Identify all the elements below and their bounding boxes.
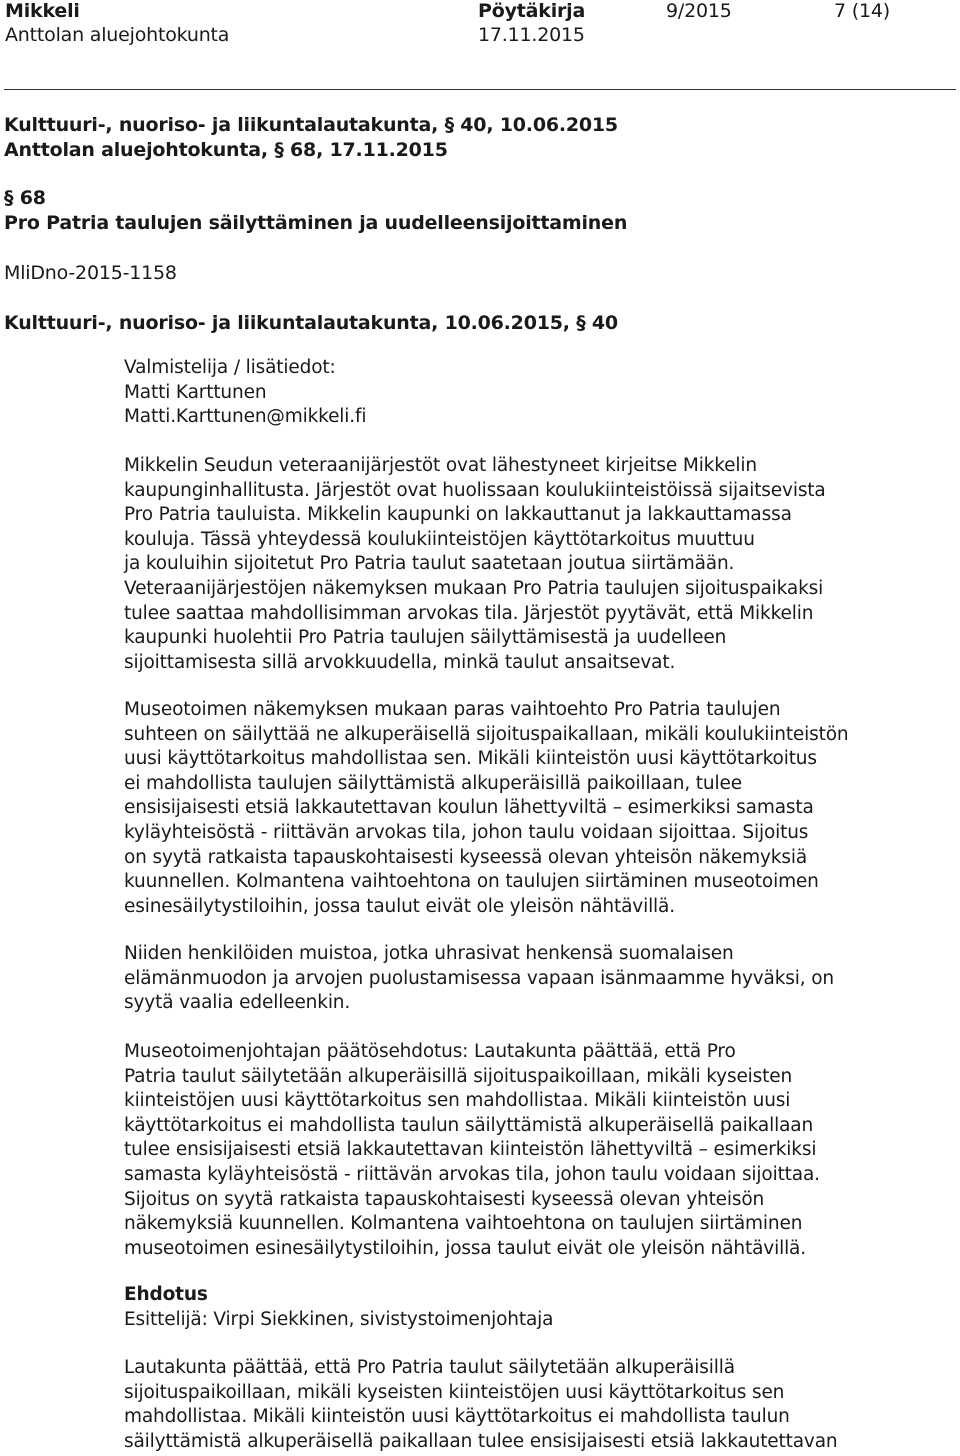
text-line: on syytä ratkaista tapauskohtaisesti kyseessä olevan yhteisön näkemyksiä — [124, 846, 808, 868]
text-line: kaupunki huolehtii Pro Patria taulujen säilyttämisestä ja uudelleen — [124, 627, 727, 649]
header-page-number: 7 (14) — [834, 0, 890, 22]
text-line: säilyttämistä alkuperäisellä paikallaan tulee ensisijaisesti etsiä lakkautettavan — [124, 1430, 838, 1452]
section-number: § 68 — [4, 187, 46, 209]
text-line: esinesäilytystiloihin, jossa taulut eivät ole yleisön nähtävillä. — [124, 895, 675, 917]
text-line: kiinteistöjen uusi käyttötarkoitus sen mahdollistaa. Mikäli kiinteistön uusi — [124, 1090, 791, 1112]
text-line: tulee ensisijaisesti etsiä lakkautettavan kiinteistön lähettyviltä – esimerkiksi — [124, 1139, 817, 1161]
text-line: Museotoimen näkemyksen mukaan paras vaihtoehto Pro Patria taulujen — [124, 699, 781, 720]
header-document-number: 9/2015 — [666, 0, 732, 22]
text-line: suhteen on säilyttää ne alkuperäisellä sijoituspaikallaan, mikäli koulukiinteistön — [124, 723, 849, 745]
header-document-type: Pöytäkirja — [478, 0, 586, 22]
text-line: Pro Patria tauluista. Mikkelin kaupunki on lakkauttanut ja lakkauttamassa — [124, 504, 792, 526]
header-divider — [4, 89, 956, 90]
text-line: kuunnellen. Kolmantena vaihtoehtona on taulujen siirtäminen museotoimen — [124, 871, 819, 893]
text-line: Patria taulut säilytetään alkuperäisillä sijoituspaikoillaan, mikäli kyseisten — [124, 1065, 793, 1087]
text-line: ensisijaisesti etsiä lakkautettavan koulun lähettyviltä – esimerkiksi samasta — [124, 797, 814, 819]
paragraph — [124, 698, 924, 919]
preparer-name: Matti Karttunen — [124, 381, 267, 403]
text-line: Museotoimenjohtajan päätösehdotus: Lautakunta päättää, että Pro — [124, 1041, 736, 1062]
text-line: kyläyhteisöstä - riittävän arvokas tila, johon taulu voidaan sijoittaa. Sijoitus — [124, 821, 809, 843]
text-line: ja kouluihin sijoitetut Pro Patria taulut saatetaan joutua siirtämään. — [124, 553, 735, 575]
meeting-heading: Kulttuuri-, nuoriso- ja liikuntalautakunta, 10.06.2015, § 40 — [4, 312, 618, 334]
text-line: samasta kyläyhteisöstä - riittävän arvokas tila, johon taulu voidaan sijoittaa. — [124, 1163, 820, 1185]
text-line: sijoituspaikoillaan, mikäli kyseisten kiinteistöjen uusi käyttötarkoitus sen — [124, 1381, 785, 1403]
text-line: Niiden henkilöiden muistoa, jotka uhrasivat henkensä suomalaisen — [124, 943, 734, 964]
text-line: käyttötarkoitus ei mahdollista taulun säilyttämistä alkuperäisellä paikallaan — [124, 1114, 814, 1136]
paragraph — [124, 1040, 924, 1261]
text-line: uusi käyttötarkoitus mahdollistaa sen. Mikäli kiinteistön uusi käyttötarkoitus — [124, 748, 817, 770]
text-line: museotoimen esinesäilytystiloihin, jossa taulut eivät ole yleisön nähtävillä. — [124, 1237, 806, 1259]
diary-number: MliDno-2015-1158 — [4, 262, 177, 284]
section-title: Pro Patria taulujen säilyttäminen ja uudelleensijoittaminen — [4, 212, 628, 234]
text-line: Veteraanijärjestöjen näkemyksen mukaan Pro Patria taulujen sijoituspaikaksi — [124, 577, 824, 599]
paragraph — [124, 942, 924, 1016]
preparer-label: Valmistelija / lisätiedot: — [124, 357, 336, 378]
header-unit: Anttolan aluejohtokunta — [5, 24, 230, 46]
text-line: tulee saattaa mahdollisimman arvokas tila. Järjestöt pyytävät, että Mikkelin — [124, 602, 814, 624]
text-line: syytä vaalia edelleenkin. — [124, 992, 351, 1014]
text-line: kaupunginhallitusta. Järjestöt ovat huolissaan koulukiinteistöissä sijaitsevista — [124, 479, 826, 501]
paragraph — [124, 1356, 924, 1454]
text-line: Mikkelin Seudun veteraanijärjestöt ovat lähestyneet kirjeitse Mikkelin — [124, 455, 757, 476]
preparer-block — [124, 356, 924, 430]
text-line: kouluja. Tässä yhteydessä koulukiinteistöjen käyttötarkoitus muuttuu — [124, 528, 755, 550]
reference-line: Anttolan aluejohtokunta, § 68, 17.11.2015 — [4, 139, 448, 161]
preparer-email: Matti.Karttunen@mikkeli.fi — [124, 406, 367, 428]
reference-line: Kulttuuri-, nuoriso- ja liikuntalautakunta, § 40, 10.06.2015 — [4, 114, 618, 136]
text-line: Sijoitus on syytä ratkaista tapauskohtaisesti kyseessä olevan yhteisön — [124, 1188, 765, 1210]
header-organization: Mikkeli — [5, 0, 80, 22]
text-line: elämänmuodon ja arvojen puolustamisessa vapaan isänmaamme hyväksi, on — [124, 967, 834, 989]
text-line: näkemyksiä kuunnellen. Kolmantena vaihtoehtona on taulujen siirtäminen — [124, 1213, 803, 1235]
paragraph — [124, 454, 924, 675]
header-document-date: 17.11.2015 — [478, 24, 585, 46]
text-line: ei mahdollista taulujen säilyttämistä alkuperäisillä paikoillaan, tulee — [124, 772, 742, 794]
text-line: mahdollistaa. Mikäli kiinteistön uusi käyttötarkoitus ei mahdollista taulun — [124, 1406, 790, 1428]
text-line: sijoittamisesta sillä arvokkuudella, minkä taulut ansaitsevat. — [124, 651, 676, 673]
proposal-heading: Ehdotus — [124, 1284, 208, 1305]
proposal-presenter: Esittelijä: Virpi Siekkinen, sivistystoimenjohtaja — [124, 1309, 554, 1330]
text-line: Lautakunta päättää, että Pro Patria taulut säilytetään alkuperäisillä — [124, 1357, 735, 1378]
